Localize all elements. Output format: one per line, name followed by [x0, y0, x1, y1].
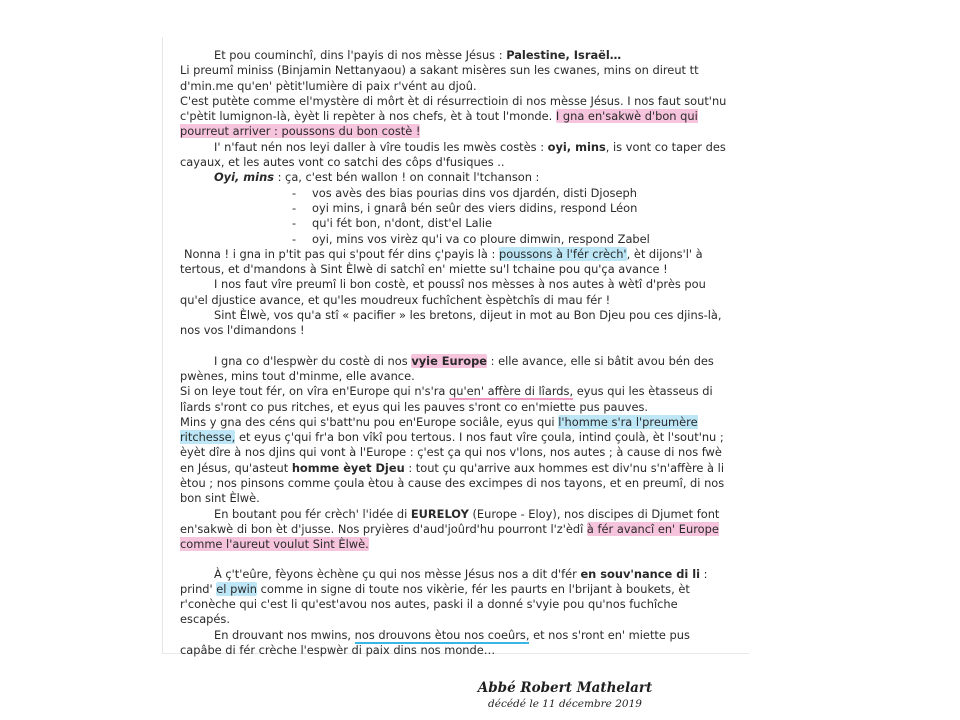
signature — [470, 680, 660, 710]
paragraph-nonna: Nonna ! i gna in p'tit pas qui s'pout fér dins ç'payis là : poussons à l'fér crèch', èt dijons'l' à tertous, et d'mandons à Sint Èlwè di satchî en' miette su'l tchaine pou qu'ça avance ! — [180, 246, 703, 277]
signature-date: décédé le 11 décembre 2019 — [488, 698, 642, 710]
paragraph-oyi-mins: Oyi, mins : ça, c'est bén wallon ! on connait l'tchanson : — [214, 170, 540, 185]
list-item: - vos avès des bias pourias dins vos djardén, disti Djoseph — [292, 186, 728, 201]
paragraph-sociale: Mins y gna des céns qui s'batt'nu pou en'Europe sociâle, eyus qui l'homme s'ra l'preumère ritchesse, et eyus ç'qui fr'a bon vîkî pou tertous. I nos faut vîre çoula, intind çoulà, èt l'sout'nu ; èyèt dîre à nos djins qui vont à l'Europe : ç'est ça qui nos v'lons, nos autes ; à cause di nos fwè en Jésus, qu'asteut homme èyet Djeu : tout çu qu'arrive aux hommes est div'nu s'n'affère à li ètou ; nos pinsons comme çoula ètou à cause des excimpes di nos tayons, et en preumî, di nos bon sint Èlwè. — [180, 414, 725, 506]
paragraph-intro: Et pou couminchî, dins l'payis di nos mèsse Jésus : Palestine, Israël… — [214, 48, 622, 62]
paragraph-liards: Si on leye tout fér, on vîra en'Europe qui n's'ra qu'en' affère di lîards, eyus qui les ètasseus di lîards s'ront co pus ritches, et eyus qui les pauves s'ront co en'miette pus pauves. — [180, 384, 713, 414]
paragraph-eureloy: En boutant pou fér crèch' l'idée di EURELOY (Europe - Eloy), nos discipes di Djumet font en'sakwè di bon èt d'jusse. Nos pryières d'aud'joûrd'hu pourront l'z'èdî à fér avancî en' Europe comme l'aureut voulut Sint Èlwè. — [180, 506, 720, 552]
song-list — [180, 186, 728, 247]
list-item: - oyi, mins vos virèz qu'i va co ploure dimwin, respond Zabel — [292, 232, 728, 247]
signature-name: Abbé Robert Mathelart — [477, 680, 653, 696]
paragraph-souvnance: À ç't'eûre, fèyons èchène çu qui nos mèsse Jésus nos a dit d'fér en souv'nance di li : prind' el pwin comme in signe di toute nos vikèrie, fér les paurts en l'brijant à boukets, èt r'conèche qui c'est li qu'est'avou nos autes, paski il a donné s'vyie pou qu'nos fuchîche escapés. — [180, 566, 708, 627]
paragraph-bad-sides: I' n'faut nén nos leyi daller à vîre toudis les mwès costès : oyi, mins, is vont co taper des cayaux, et les autes vont co satchi des côps d'fusiques .. — [180, 139, 726, 170]
list-item: - qu'i fét bon, n'dont, dist'el Lalie — [292, 216, 728, 231]
paragraph-minister: Li preumî miniss (Binjamin Nettanyaou) a sakant misères sun les cwanes, mins on direut tt d'min.me qu'en' pètit'lumière di paix r'vént au djoû. — [180, 63, 699, 93]
list-item: - oyi mins, i gnarâ bén seûr des viers didins, respond Léon — [292, 201, 728, 216]
paragraph-sint-elwe: Sint Èlwè, vos qu'a stî « pacifier » les bretons, dijeut in mot au Bon Djeu pou ces djins-là, nos vos l'dimandons ! — [180, 308, 722, 338]
paragraph-mystery: C'est putète comme el'mystère di môrt èt di résurrectioin di nos mèsse Jésus. I nos faut sout'nu c'pètit lumignon-là, èyèt li repèter à nos chefs, èt à tout l'monde. I gna en'sakwè d'bon qui pourreut arriver : poussons du bon costè ! — [180, 93, 727, 139]
homily-text — [180, 48, 728, 658]
paragraph-europe: I gna co d'lespwèr du costè di nos vyie Europe : elle avance, elle si bâtit avou bén des pwènes, mins tout d'minme, elle avance. — [180, 353, 714, 383]
paragraph-justice: I nos faut vîre preumî li bon costè, et poussî nos mèsses à nos autes à wètî d'près pou qu'el djustice avance, et qu'les moudreux fuchîchent èspètchîs di mau fér ! — [180, 277, 706, 307]
paragraph-mwins: En drouvant nos mwins, nos drouvons ètou nos coeûrs, et nos s'ront en' miette pus capâbe di fér crèche l'espwèr di paix dins nos monde… — [180, 627, 690, 657]
